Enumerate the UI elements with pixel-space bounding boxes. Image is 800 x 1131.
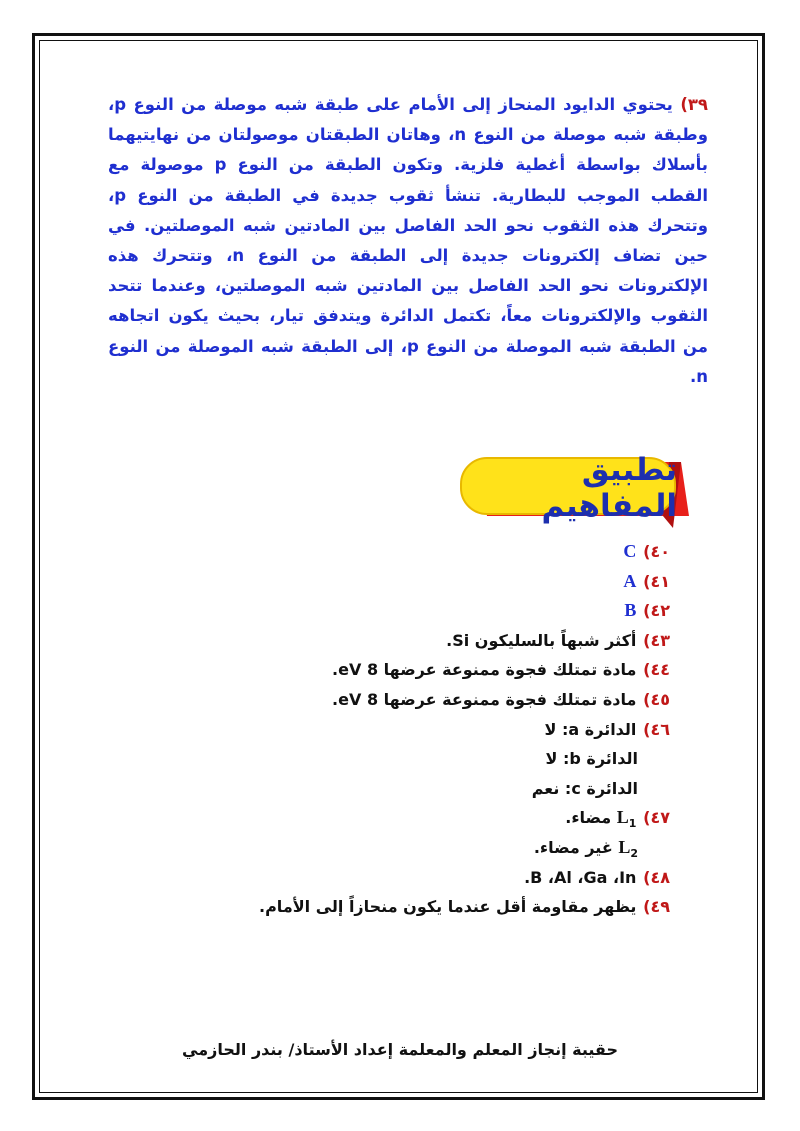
answer-number: ٤٧) <box>643 808 670 828</box>
answer-text: مضاء. <box>565 808 617 828</box>
lamp-symbol: L <box>616 807 629 828</box>
answer-number: ٤٩) <box>643 897 670 917</box>
answer-number: ٤١) <box>643 571 670 591</box>
page-footer: حقيبة إنجاز المعلم والمعلمة إعداد الأستاذ/ بندر الحازمي <box>182 1040 618 1059</box>
answer-text: B <box>624 600 637 621</box>
answer-46 <box>70 715 670 745</box>
answer-47 <box>70 803 670 833</box>
lamp-subscript: 1 <box>628 817 637 831</box>
answer-number: ٤٦) <box>643 719 670 739</box>
answer-number: ٤٥) <box>643 689 670 709</box>
answer-46-line-3 <box>70 774 670 804</box>
answer-text: يظهر مقاومة أقل عندما يكون منحازاً إلى الأمام. <box>259 897 637 917</box>
lamp-symbol: L <box>618 836 631 857</box>
answer-line: الدائرة b: لا <box>545 749 638 769</box>
answer-47-line-2 <box>70 833 670 863</box>
answer-42 <box>70 596 670 626</box>
answer-45 <box>70 685 670 715</box>
banner-title: تطبيق المفاهيم <box>541 452 677 524</box>
answer-44 <box>70 655 670 685</box>
answer-41 <box>70 567 670 597</box>
question-39-text: يحتوي الدايود المنحاز إلى الأمام على طبقة شبه موصلة من النوع p، وطبقة شبه موصلة من النوع n، وهاتان الطبقتان موصولتان من نهايتيهما بأسلاك بواسطة أغطية فلزية. وتكون الطبقة من النوع p موصولة مع القطب الموجب للبطارية. تنشأ ثقوب جديدة في الطبقة من النوع p، وتتحرك هذه الثقوب نحو الحد الفاصل بين المادتين شبه الموصلتين. في حين تضاف إلكترونات جديدة إلى الطبقة من النوع n، وتتحرك هذه الإلكترونات نحو الحد الفاصل بين المادتين شبه الموصلتين، وعندما تتحد الثقوب والإلكترونات معاً، تكتمل الدائرة ويتدفق تيار، بحيث يكون اتجاهه من الطبقة شبه الموصلة من النوع p، إلى الطبقة شبه الموصلة من النوع n. <box>108 95 709 386</box>
answer-43 <box>70 626 670 656</box>
answer-text: غير مضاء. <box>533 837 619 857</box>
answer-text: مادة تمتلك فجوة ممنوعة عرضها 8 eV. <box>332 689 637 709</box>
answer-text: C <box>623 541 637 561</box>
answer-line: الدائرة a: لا <box>544 719 637 739</box>
answers-list <box>70 537 670 922</box>
answer-text: مادة تمتلك فجوة ممنوعة عرضها 8 eV. <box>332 660 637 680</box>
answer-number: ٤٢) <box>643 601 670 621</box>
answer-46-line-2 <box>70 744 670 774</box>
answer-text: أكثر شبهاً بالسليكون Si. <box>446 630 637 650</box>
answer-line: الدائرة c: نعم <box>531 778 638 798</box>
answer-48 <box>70 863 670 893</box>
answer-text: B ،Al ،Ga ،In. <box>524 867 637 887</box>
answer-number: ٤٠) <box>643 542 670 561</box>
section-banner <box>459 450 689 532</box>
question-39-paragraph <box>108 90 708 392</box>
answer-number: ٤٤) <box>643 660 670 680</box>
lamp-subscript: 2 <box>630 847 638 861</box>
answer-40 <box>70 537 670 567</box>
answer-number: ٤٣) <box>643 630 670 650</box>
answer-49 <box>70 892 670 922</box>
question-number: ٣٩) <box>680 95 709 114</box>
answer-text: A <box>623 570 637 591</box>
answer-number: ٤٨) <box>643 867 670 887</box>
